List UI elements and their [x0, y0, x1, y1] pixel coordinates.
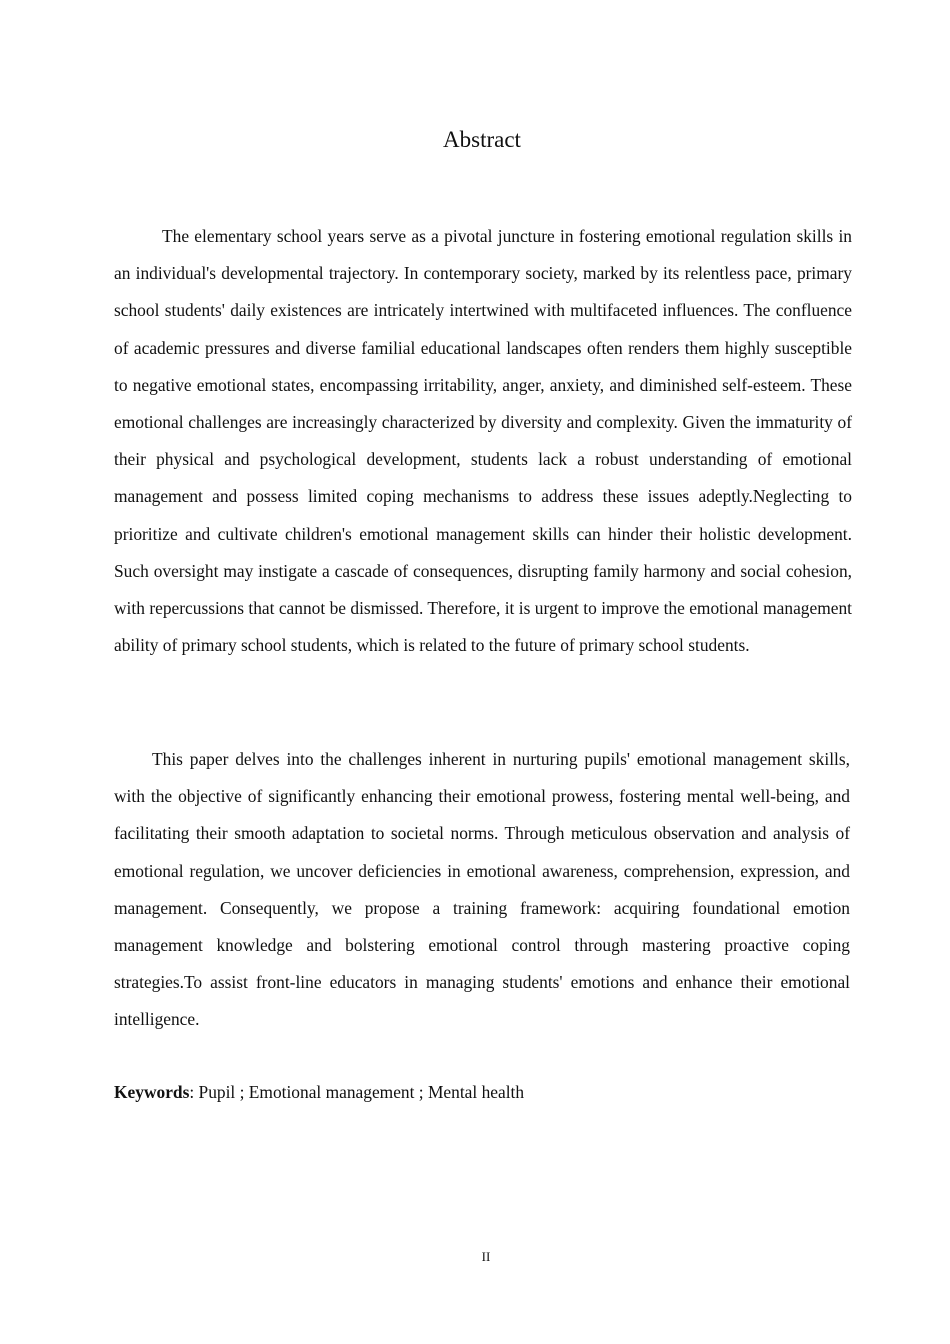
abstract-paragraph-1: The elementary school years serve as a pivotal juncture in fostering emotional regulation skills in an individual's developmental trajectory. In contemporary society, marked by its relentless pace, primary school students' daily existences are intricately intertwined with multifaceted influences. The confluence of academic pressures and diverse familial educational landscapes often renders them highly susceptible to negative emotional states, encompassing irritability, anger, anxiety, and diminished self-esteem. These emotional challenges are increasingly characterized by diversity and complexity. Given the immaturity of their physical and psychological development, students lack a robust understanding of emotional management and possess limited coping mechanisms to address these issues adeptly.Neglecting to prioritize and cultivate children's emotional management skills can hinder their holistic development. Such oversight may instigate a cascade of consequences, disrupting family harmony and social cohesion, with repercussions that cannot be dismissed. Therefore, it is urgent to improve the emotional management ability of primary school students, which is related to the future of primary school students. [114, 226, 852, 656]
keywords-line [114, 1078, 524, 1106]
abstract-title: Abstract [443, 127, 521, 152]
keywords-label: Keywords [114, 1082, 190, 1102]
abstract-paragraph-2: This paper delves into the challenges inherent in nurturing pupils' emotional management skills, with the objective of significantly enhancing their emotional prowess, fostering mental well-being, and facilitating their smooth adaptation to societal norms. Through meticulous observation and analysis of emotional regulation, we uncover deficiencies in emotional awareness, comprehension, expression, and management. Consequently, we propose a training framework: acquiring foundational emotion management knowledge and bolstering emotional control through mastering proactive coping strategies.To assist front-line educators in managing students' emotions and enhance their emotional intelligence. [114, 749, 850, 1030]
page-number: II [481, 1249, 491, 1264]
keywords-list: : Pupil ; Emotional management ; Mental health [189, 1082, 525, 1102]
